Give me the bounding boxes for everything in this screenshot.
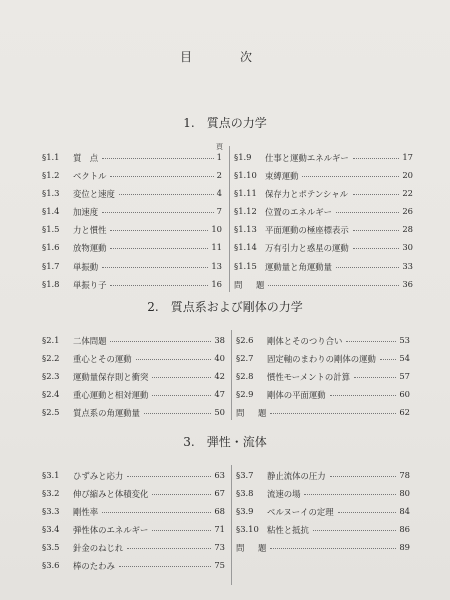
section-number: §2.4 <box>42 389 60 400</box>
section-number: §3.8 <box>236 488 254 499</box>
dot-leader <box>336 261 399 268</box>
section-title: 粘性と抵抗 <box>267 525 309 536</box>
toc-entry <box>236 506 410 524</box>
dot-leader <box>127 470 211 477</box>
page-number: 63 <box>214 470 225 480</box>
page-number: 26 <box>402 206 413 217</box>
dot-leader <box>353 224 400 231</box>
section-number: §1.6 <box>42 242 60 253</box>
section-number: §1.11 <box>234 188 257 199</box>
chapter-1-left-column <box>42 152 222 297</box>
toc-entry <box>236 353 410 371</box>
column-divider <box>229 146 230 292</box>
section-title: 重心とその運動 <box>73 354 132 365</box>
section-title: 流速の場 <box>267 489 301 500</box>
page-number: 75 <box>214 560 225 571</box>
chapter-2-left-column <box>42 335 225 425</box>
dot-leader <box>152 389 211 396</box>
dot-leader <box>353 188 400 195</box>
dot-leader <box>102 261 208 268</box>
section-title: 慣性モーメントの計算 <box>267 372 350 383</box>
page-number: 2 <box>216 170 222 181</box>
section-title: 単振り子 <box>73 279 107 290</box>
dot-leader <box>268 279 399 286</box>
section-number: §3.6 <box>42 560 60 571</box>
toc-entry <box>236 524 410 542</box>
section-number: §2.8 <box>236 371 254 382</box>
page-number: 4 <box>216 188 222 199</box>
page-number: 33 <box>402 260 413 271</box>
section-number: §1.5 <box>42 224 60 235</box>
toc-entry <box>42 524 225 542</box>
page-title: 目 次 <box>179 50 270 64</box>
dot-leader <box>270 407 396 414</box>
page-number: 28 <box>402 224 413 235</box>
section-number: §1.2 <box>42 170 60 181</box>
toc-entry <box>236 335 410 353</box>
page-number: 84 <box>399 506 410 517</box>
page-number: 68 <box>214 506 225 517</box>
section-number: §2.5 <box>42 407 60 418</box>
dot-leader <box>338 506 396 513</box>
toc-entry <box>42 242 222 260</box>
section-number: §1.8 <box>42 278 60 289</box>
section-number: §2.1 <box>42 335 60 345</box>
section-number: §3.1 <box>42 470 60 480</box>
chapter-3-heading: 3. 弾性・流体 <box>183 435 267 449</box>
section-number: §3.5 <box>42 542 60 553</box>
section-number: §1.10 <box>234 170 257 181</box>
page-number: 22 <box>402 188 413 199</box>
dot-leader <box>270 542 396 549</box>
dot-leader <box>110 279 208 286</box>
section-number: §1.3 <box>42 188 60 199</box>
dot-leader <box>102 206 214 213</box>
page-number: 16 <box>211 278 222 289</box>
section-number: §2.6 <box>236 335 254 345</box>
dot-leader <box>353 242 400 249</box>
section-title: 運動量保存則と衝突 <box>73 372 149 383</box>
page-number: 13 <box>211 260 222 271</box>
section-number: §1.1 <box>42 152 60 162</box>
page-column-marker: 頁 <box>216 143 223 151</box>
section-title: 平面運動の極座標表示 <box>265 225 349 236</box>
chapter-2-heading: 2. 質点系および剛体の力学 <box>147 300 303 314</box>
page-number: 11 <box>211 242 222 253</box>
section-number: §1.14 <box>234 242 257 253</box>
toc-entry <box>42 353 225 371</box>
toc-entry <box>42 488 225 506</box>
section-title: 重心運動と相対運動 <box>73 390 149 401</box>
page-number: 62 <box>399 407 410 418</box>
section-title: 題 <box>258 408 267 419</box>
page-number: 60 <box>399 389 410 400</box>
dot-leader <box>110 170 213 177</box>
toc-entry <box>42 371 225 389</box>
dot-leader <box>313 524 396 531</box>
dot-leader <box>302 170 399 177</box>
section-title: 束縛運動 <box>265 171 299 182</box>
toc-entry <box>236 371 410 389</box>
toc-entry <box>234 206 413 224</box>
section-number: 問 <box>236 543 245 554</box>
dot-leader <box>110 224 208 231</box>
page-number: 10 <box>211 224 222 235</box>
section-number: §1.13 <box>234 224 257 235</box>
toc-entry <box>42 188 222 206</box>
dot-leader <box>152 488 211 495</box>
page-number: 7 <box>216 206 222 217</box>
toc-entry <box>234 261 413 279</box>
chapter-3-left-column <box>42 470 225 579</box>
section-number: §1.7 <box>42 260 60 271</box>
page-number: 17 <box>402 152 413 162</box>
toc-entry <box>236 488 410 506</box>
page-number: 1 <box>216 152 222 162</box>
section-number: §3.4 <box>42 524 60 535</box>
page-number: 36 <box>402 278 413 289</box>
dot-leader <box>144 407 211 414</box>
toc-entry <box>42 560 225 578</box>
section-title: 剛体とそのつり合い <box>267 336 343 346</box>
section-title: 弾性体のエネルギー <box>73 525 149 536</box>
toc-entry <box>236 542 410 560</box>
section-title: 題 <box>256 279 265 290</box>
section-title: 針金のねじれ <box>73 543 124 554</box>
page-number: 54 <box>399 353 410 364</box>
dot-leader <box>110 242 208 249</box>
section-title: 運動量と角運動量 <box>265 261 332 272</box>
toc-entry <box>236 470 410 488</box>
page-number: 89 <box>399 542 410 553</box>
toc-entry <box>42 170 222 188</box>
section-title: 万有引力と惑星の運動 <box>265 243 349 254</box>
toc-entry <box>42 279 222 297</box>
dot-leader <box>152 524 211 531</box>
section-number: §1.9 <box>234 152 252 162</box>
section-title: 質 点 <box>73 153 99 163</box>
dot-leader <box>136 353 212 360</box>
section-title: 固定軸のまわりの剛体の運動 <box>267 354 376 365</box>
page-number: 20 <box>402 170 413 181</box>
toc-entry <box>42 206 222 224</box>
section-title: 変位と速度 <box>73 189 115 200</box>
chapter-1-heading: 1. 質点の力学 <box>183 116 267 130</box>
section-title: 力と慣性 <box>73 225 107 236</box>
section-title: 題 <box>258 543 267 554</box>
section-number: §3.3 <box>42 506 60 517</box>
dot-leader <box>119 560 211 567</box>
toc-entry <box>42 152 222 170</box>
chapter-1-right-column <box>234 152 413 297</box>
toc-entry <box>234 152 413 170</box>
toc-entry <box>234 170 413 188</box>
section-title: 棒のたわみ <box>73 561 115 572</box>
page-number: 78 <box>399 470 410 480</box>
section-title: 位置のエネルギー <box>265 207 332 218</box>
section-title: 保存力とポテンシャル <box>265 189 348 200</box>
section-title: ひずみと応力 <box>73 471 124 481</box>
section-number: §1.12 <box>234 206 257 217</box>
section-number: §3.7 <box>236 470 254 480</box>
page-number: 38 <box>214 335 225 345</box>
section-number: §2.3 <box>42 371 60 382</box>
toc-entry <box>234 279 413 297</box>
section-title: 単振動 <box>73 261 99 272</box>
column-divider <box>231 330 232 420</box>
section-number: §3.9 <box>236 506 254 517</box>
section-number: §3.10 <box>236 524 259 535</box>
toc-entry <box>42 261 222 279</box>
toc-entry <box>42 389 225 407</box>
section-title: 二体問題 <box>73 336 107 346</box>
page-number: 40 <box>214 353 225 364</box>
section-number: §2.2 <box>42 353 60 364</box>
section-title: 仕事と運動エネルギー <box>265 153 349 163</box>
section-title: 静止流体の圧力 <box>267 471 326 481</box>
chapter-2-right-column <box>236 335 410 425</box>
dot-leader <box>119 188 214 195</box>
section-title: 剛性率 <box>73 507 99 518</box>
dot-leader <box>336 206 399 213</box>
dot-leader <box>353 152 400 159</box>
dot-leader <box>102 506 211 513</box>
page-number: 42 <box>214 371 225 382</box>
section-title: 加速度 <box>73 207 99 218</box>
page-number: 30 <box>402 242 413 253</box>
section-title: ベルヌーイの定理 <box>267 507 334 518</box>
section-number: §3.2 <box>42 488 60 499</box>
toc-entry <box>236 389 410 407</box>
dot-leader <box>102 152 214 159</box>
section-number: §1.15 <box>234 260 257 271</box>
dot-leader <box>354 371 396 378</box>
page-number: 50 <box>214 407 225 418</box>
toc-entry <box>234 224 413 242</box>
section-number: §2.7 <box>236 353 254 364</box>
toc-entry <box>42 470 225 488</box>
toc-entry <box>42 542 225 560</box>
dot-leader <box>152 371 211 378</box>
section-number: 問 <box>234 279 243 290</box>
toc-entry <box>236 407 410 425</box>
page-number: 73 <box>214 542 225 553</box>
section-title: ベクトル <box>73 171 107 182</box>
section-title: 放物運動 <box>73 243 107 254</box>
dot-leader <box>330 389 397 396</box>
section-number: §2.9 <box>236 389 254 400</box>
page-number: 57 <box>399 371 410 382</box>
page-number: 53 <box>399 335 410 345</box>
dot-leader <box>380 353 396 360</box>
page-number: 67 <box>214 488 225 499</box>
dot-leader <box>330 470 397 477</box>
dot-leader <box>110 335 211 342</box>
section-title: 伸び縮みと体積変化 <box>73 489 149 500</box>
section-title: 質点系の角運動量 <box>73 408 140 419</box>
page-number: 71 <box>214 524 225 535</box>
section-title: 剛体の平面運動 <box>267 390 326 401</box>
column-divider <box>231 465 232 585</box>
toc-entry <box>234 188 413 206</box>
toc-entry <box>42 506 225 524</box>
page-number: 86 <box>399 524 410 535</box>
page-number: 80 <box>399 488 410 499</box>
page-number: 47 <box>214 389 225 400</box>
toc-entry <box>42 407 225 425</box>
section-number: §1.4 <box>42 206 60 217</box>
toc-entry <box>42 224 222 242</box>
chapter-3-right-column <box>236 470 410 560</box>
dot-leader <box>346 335 396 342</box>
dot-leader <box>304 488 396 495</box>
section-number: 問 <box>236 408 245 419</box>
toc-entry <box>234 242 413 260</box>
toc-entry <box>42 335 225 353</box>
dot-leader <box>127 542 211 549</box>
